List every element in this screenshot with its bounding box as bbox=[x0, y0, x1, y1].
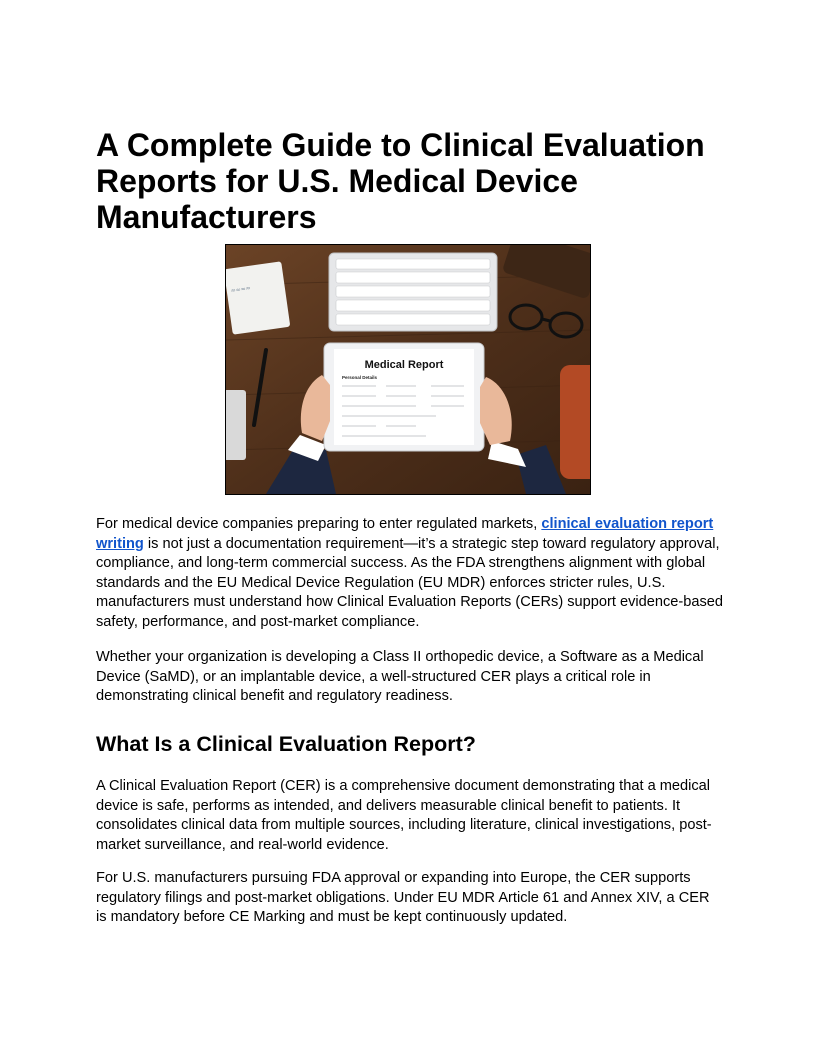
tablet-subheading: Personal Details bbox=[342, 375, 378, 380]
intro-text-before-link: For medical device companies preparing to enter regulated markets, bbox=[96, 516, 542, 532]
hero-image bbox=[225, 244, 591, 495]
tablet-heading: Medical Report bbox=[364, 359, 444, 371]
section-heading: What Is a Clinical Evaluation Report? bbox=[96, 732, 476, 756]
page-title: A Complete Guide to Clinical Evaluation Reports for U.S. Medical Device Manufacturers bbox=[96, 127, 705, 235]
intro-paragraph-2: Whether your organization is developing a Class II orthopedic device, a Software as a Medical Device (SaMD), or an implantable device, a well-structured CER plays a critical role in demonstrating clinical benefit and regulatory readiness. bbox=[96, 649, 704, 704]
tablet bbox=[324, 343, 484, 451]
phone-case bbox=[560, 365, 590, 479]
intro-paragraph-1 bbox=[96, 515, 724, 632]
intro-text-after-link: is not just a documentation requirement—it’s a strategic step toward regulatory approval, compliance, and long-term commercial success. As the FDA strengthens alignment with global standards and the EU Medical Device Regulation (EU MDR) enforces stricter rules, U.S. manufacturers must understand how Clinical Evaluation Reports (CERs) support evidence-based safety, performance, and post-market compliance. bbox=[96, 535, 724, 630]
section-paragraph-1: A Clinical Evaluation Report (CER) is a comprehensive document demonstrating that a medical device is safe, performs as intended, and delivers measurable clinical benefit to patients. It consolidates clinical data from multiple sources, including literature, clinical investigations, post-market surveillance, and real-world evidence. bbox=[96, 778, 712, 853]
note-pad bbox=[226, 261, 290, 334]
medical-report-illustration bbox=[226, 245, 590, 494]
clinical-evaluation-report-writing-link[interactable]: clinical evaluation report writing bbox=[96, 516, 714, 552]
calculator bbox=[226, 390, 246, 460]
svg-text:≈≈≈≈: ≈≈≈≈ bbox=[230, 284, 252, 295]
keyboard bbox=[329, 253, 497, 331]
section-paragraph-2: For U.S. manufacturers pursuing FDA approval or expanding into Europe, the CER supports regulatory filings and post-market obligations. Under EU MDR Article 61 and Annex XIV, a CER is mandatory before CE Marking and must be kept continuously updated. bbox=[96, 870, 710, 925]
